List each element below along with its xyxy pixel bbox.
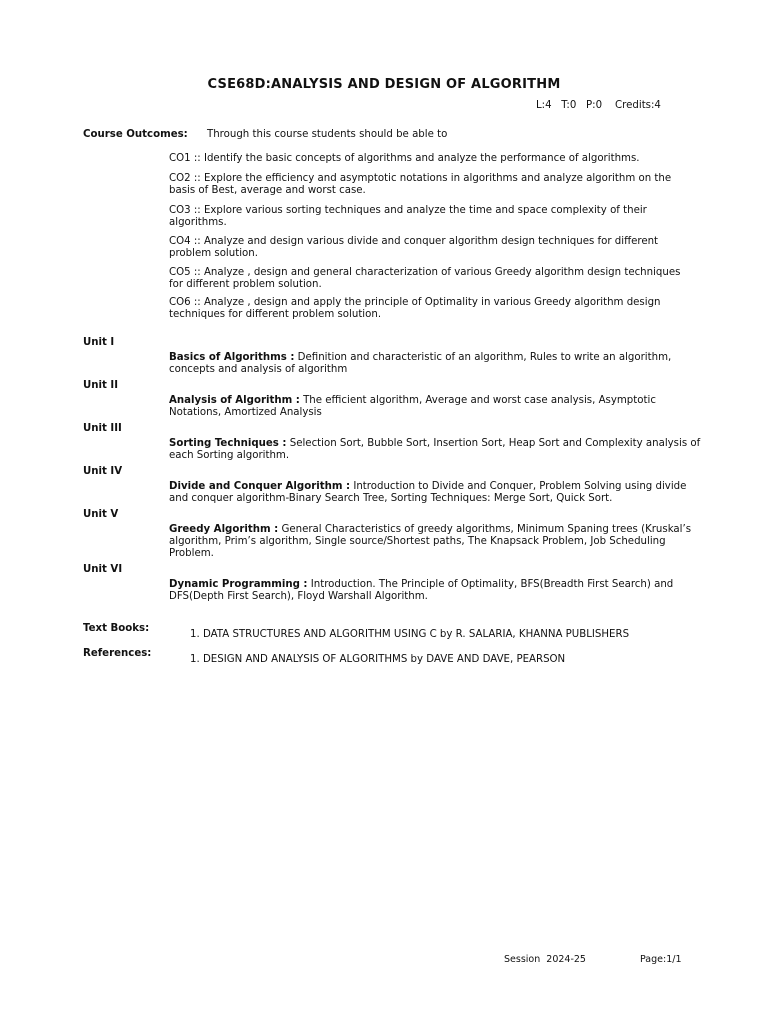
unit-5-label: Unit V bbox=[83, 509, 119, 520]
page-title: CSE68D:ANALYSIS AND DESIGN OF ALGORITHM bbox=[207, 77, 561, 92]
footer-page-number: Page:1/1 bbox=[640, 954, 682, 965]
text-book-1: 1. DATA STRUCTURES AND ALGORITHM USING C by R. SALARIA, KHANNA PUBLISHERS bbox=[190, 629, 630, 640]
course-outcome-1: CO1 :: Identify the basic concepts of algorithms and analyze the performance of algorithms. bbox=[169, 153, 640, 164]
unit-5-content bbox=[169, 524, 707, 560]
unit-6-heading: Dynamic Programming : bbox=[169, 579, 308, 590]
footer-session: Session 2024-25 bbox=[504, 954, 586, 965]
course-outcomes-label: Course Outcomes: bbox=[83, 129, 188, 140]
unit-2-label: Unit II bbox=[83, 380, 119, 391]
unit-1-label: Unit I bbox=[83, 337, 115, 348]
unit-4-heading: Divide and Conquer Algorithm : bbox=[169, 481, 351, 492]
unit-2-content bbox=[169, 395, 707, 419]
course-outcome-3: CO3 :: Explore various sorting techniques and analyze the time and space complexity of their algorithms. bbox=[169, 205, 647, 228]
course-outcome-4: CO4 :: Analyze and design various divide and conquer algorithm design techniques for different problem solution. bbox=[169, 236, 659, 259]
unit-6-content bbox=[169, 579, 707, 603]
unit-3-text: Selection Sort, Bubble Sort, Insertion Sort, Heap Sort and Complexity analysis of each Sorting algorithm. bbox=[169, 438, 701, 461]
text-books-label: Text Books: bbox=[83, 623, 150, 634]
unit-1-content bbox=[169, 352, 707, 376]
course-outcome-5: CO5 :: Analyze , design and general characterization of various Greedy algorithm design techniques for different problem solution. bbox=[169, 267, 681, 290]
reference-1: 1. DESIGN AND ANALYSIS OF ALGORITHMS by DAVE AND DAVE, PEARSON bbox=[190, 654, 566, 665]
unit-5-text: General Characteristics of greedy algorithms, Minimum Spaning trees (Kruskal’s algorithm, Prim’s algorithm, Single source/Shortest paths, The Knapsack Problem, Job Scheduling Problem. bbox=[169, 524, 692, 559]
unit-6-text: Introduction. The Principle of Optimality, BFS(Breadth First Search) and DFS(Depth First Search), Floyd Warshall Algorithm. bbox=[169, 579, 674, 602]
unit-1-heading: Basics of Algorithms : bbox=[169, 352, 295, 363]
unit-1-text: Definition and characteristic of an algorithm, Rules to write an algorithm, concepts and analysis of algorithm bbox=[169, 352, 672, 375]
unit-4-content bbox=[169, 481, 707, 505]
course-outcomes-intro: Through this course students should be able to bbox=[207, 129, 448, 140]
course-outcome-6: CO6 :: Analyze , design and apply the principle of Optimality in various Greedy algorithm design techniques for different problem solution. bbox=[169, 297, 661, 320]
unit-3-label: Unit III bbox=[83, 423, 122, 434]
unit-2-text: The efficient algorithm, Average and worst case analysis, Asymptotic Notations, Amortized Analysis bbox=[169, 395, 656, 418]
unit-6-label: Unit VI bbox=[83, 564, 123, 575]
unit-5-heading: Greedy Algorithm : bbox=[169, 524, 279, 535]
unit-3-heading: Sorting Techniques : bbox=[169, 438, 287, 449]
unit-3-content bbox=[169, 438, 707, 462]
credits-line: L:4 T:0 P:0 Credits:4 bbox=[536, 100, 661, 111]
course-outcome-2: CO2 :: Explore the efficiency and asymptotic notations in algorithms and analyze algorithm on the basis of Best, average and worst case. bbox=[169, 173, 672, 196]
unit-4-label: Unit IV bbox=[83, 466, 123, 477]
unit-2-heading: Analysis of Algorithm : bbox=[169, 395, 300, 406]
unit-4-text: Introduction to Divide and Conquer, Problem Solving using divide and conquer algorithm-Binary Search Tree, Sorting Techniques: Merge Sort, Quick Sort. bbox=[169, 481, 687, 504]
references-label: References: bbox=[83, 648, 152, 659]
